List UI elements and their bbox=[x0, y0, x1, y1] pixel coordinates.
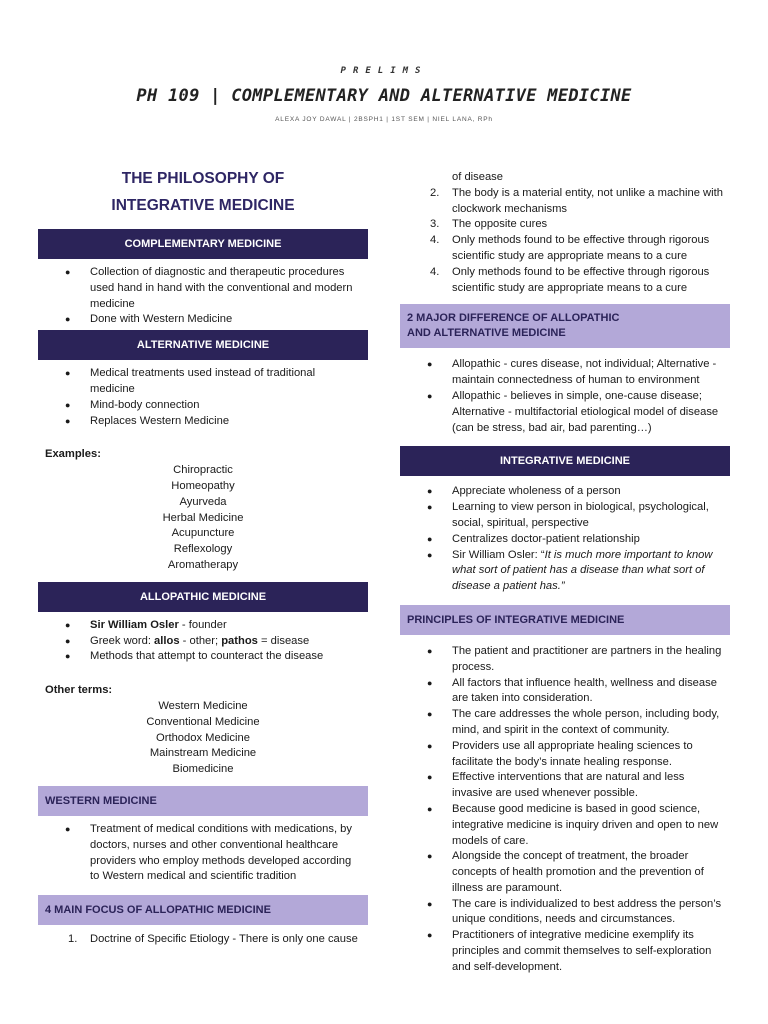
document-title bbox=[38, 165, 368, 219]
course-title: PH 109 | COMPLEMENTARY AND ALTERNATIVE MEDICINE bbox=[136, 86, 632, 106]
list-item: ● Practitioners of integrative medicine exemplify its principles and commit themselves to self-exploration and self-development. bbox=[400, 928, 730, 975]
major-difference-heading-line1: 2 MAJOR DIFFERENCE OF ALLOPATHIC bbox=[407, 312, 620, 325]
list-item: ● Greek word: allos - other; pathos = disease bbox=[38, 634, 368, 650]
examples-list bbox=[38, 463, 368, 574]
list-item: ● Medical treatments used instead of traditional medicine bbox=[38, 366, 368, 398]
right-column bbox=[400, 172, 730, 978]
major-difference-heading-line2: AND ALTERNATIVE MEDICINE bbox=[407, 327, 566, 340]
other-terms-label: Other terms: bbox=[45, 684, 113, 697]
other-terms-list bbox=[38, 699, 368, 778]
list-item: Mainstream Medicine bbox=[149, 747, 257, 760]
list-item: ● Allopathic - cures disease, not individual; Alternative - maintain connectedness of human to environment bbox=[400, 357, 730, 389]
prelims-label: PRELIMS bbox=[340, 66, 428, 76]
osler-quote: It is much more important to know what sort of patient has a disease than what sort of disease a patient has.” bbox=[452, 548, 713, 593]
integrative-list bbox=[400, 476, 730, 597]
list-item: ● Alongside the concept of treatment, the broader concepts of health promotion and the prevention of illness are paramount. bbox=[400, 849, 730, 896]
list-item: Ayurveda bbox=[179, 495, 227, 508]
list-item: 2. The body is a material entity, not unlike a machine with clockwork mechanisms bbox=[430, 186, 723, 215]
western-list bbox=[38, 816, 368, 887]
major-difference-list bbox=[400, 348, 730, 438]
list-item: Conventional Medicine bbox=[146, 715, 260, 728]
list-item: ● Effective interventions that are natural and less invasive are used whenever possible. bbox=[400, 770, 730, 802]
section-heading-main-focus: 4 MAIN FOCUS OF ALLOPATHIC MEDICINE bbox=[38, 895, 368, 925]
section-heading-allopathic: ALLOPATHIC MEDICINE bbox=[38, 582, 368, 612]
alternative-list bbox=[38, 360, 368, 431]
list-item: ● Done with Western Medicine bbox=[38, 312, 368, 328]
list-item: ● Sir William Osler - founder bbox=[38, 618, 368, 634]
document-title-line1: THE PHILOSOPHY OF bbox=[121, 170, 285, 187]
list-item: Reflexology bbox=[173, 543, 233, 556]
list-item: Orthodox Medicine bbox=[156, 731, 250, 744]
list-item: ● Centralizes doctor-patient relationship bbox=[400, 532, 730, 548]
list-item: Chiropractic bbox=[173, 464, 233, 477]
document-title-line2: INTEGRATIVE MEDICINE bbox=[111, 197, 295, 214]
list-item: ● The care is individualized to best address the person’s unique conditions, needs and circumstances. bbox=[400, 897, 730, 929]
list-item: Biomedicine bbox=[172, 763, 234, 776]
list-item: ● Because good medicine is based in good science, integrative medicine is inquiry driven and open to new models of care. bbox=[400, 802, 730, 849]
principles-list bbox=[400, 635, 730, 978]
list-item: ● Replaces Western Medicine bbox=[38, 414, 368, 430]
list-item: Acupuncture bbox=[171, 527, 235, 540]
section-heading-complementary: COMPLEMENTARY MEDICINE bbox=[38, 229, 368, 259]
list-item: ● Collection of diagnostic and therapeutic procedures used hand in hand with the conventional and modern medicine bbox=[38, 265, 368, 312]
left-column bbox=[38, 165, 368, 948]
list-item: ● The care addresses the whole person, including body, mind, and spirit in the context of community. bbox=[400, 707, 730, 739]
complementary-list bbox=[38, 259, 368, 330]
page-header bbox=[0, 66, 768, 123]
main-focus-continuation: of disease bbox=[452, 171, 503, 183]
list-item: ● The patient and practitioner are partners in the healing process. bbox=[400, 644, 730, 676]
list-item: 3. The opposite cures bbox=[430, 218, 548, 231]
list-item: Herbal Medicine bbox=[162, 511, 244, 524]
list-item: ● Methods that attempt to counteract the disease bbox=[38, 649, 368, 665]
osler-prefix: Sir William Osler: “ bbox=[452, 548, 545, 561]
author-subline: ALEXA JOY DAWAL | 2BSPH1 | 1ST SEM | NIEL LANA, RPh bbox=[275, 116, 493, 123]
founder-name: Sir William Osler bbox=[90, 618, 179, 631]
section-heading-western: WESTERN MEDICINE bbox=[38, 786, 368, 816]
main-focus-list-part2 bbox=[400, 186, 730, 297]
section-heading-alternative: ALTERNATIVE MEDICINE bbox=[38, 330, 368, 360]
main-focus-list-part1 bbox=[38, 925, 368, 948]
allopathic-list bbox=[38, 612, 368, 667]
examples-label: Examples: bbox=[45, 448, 101, 461]
list-item: ● Mind-body connection bbox=[38, 398, 368, 414]
section-heading-principles: PRINCIPLES OF INTEGRATIVE MEDICINE bbox=[400, 605, 730, 635]
list-item: 4. Only methods found to be effective through rigorous scientific study are appropriate means to a cure bbox=[430, 234, 710, 262]
section-heading-major-difference bbox=[400, 304, 730, 348]
section-heading-integrative: INTEGRATIVE MEDICINE bbox=[400, 446, 730, 476]
list-item: ● Learning to view person in biological, psychological, social, spiritual, perspective bbox=[400, 500, 730, 532]
list-item: 4. Only methods found to be effective through rigorous scientific study are appropriate means to a cure bbox=[430, 265, 710, 294]
list-item: ● Providers use all appropriate healing sciences to facilitate the body’s innate healing response. bbox=[400, 739, 730, 771]
list-item: ● Allopathic - believes in simple, one-cause disease; Alternative - multifactorial etiological model of disease (can be stress, bad air, bad parenting…) bbox=[400, 389, 730, 436]
list-item bbox=[400, 548, 730, 595]
list-item: ● Appreciate wholeness of a person bbox=[400, 484, 730, 500]
list-item: ● All factors that influence health, wellness and disease are taken into consideration. bbox=[400, 676, 730, 708]
list-item: ● Treatment of medical conditions with medications, by doctors, nurses and other conventional healthcare providers who employ methods developed according to Western medical and scientific tradition bbox=[38, 822, 368, 885]
list-item: Aromatherapy bbox=[167, 558, 239, 571]
list-item: 1. Doctrine of Specific Etiology - There is only one cause bbox=[68, 933, 358, 946]
list-item: Homeopathy bbox=[171, 479, 235, 492]
list-item: Western Medicine bbox=[158, 699, 248, 712]
